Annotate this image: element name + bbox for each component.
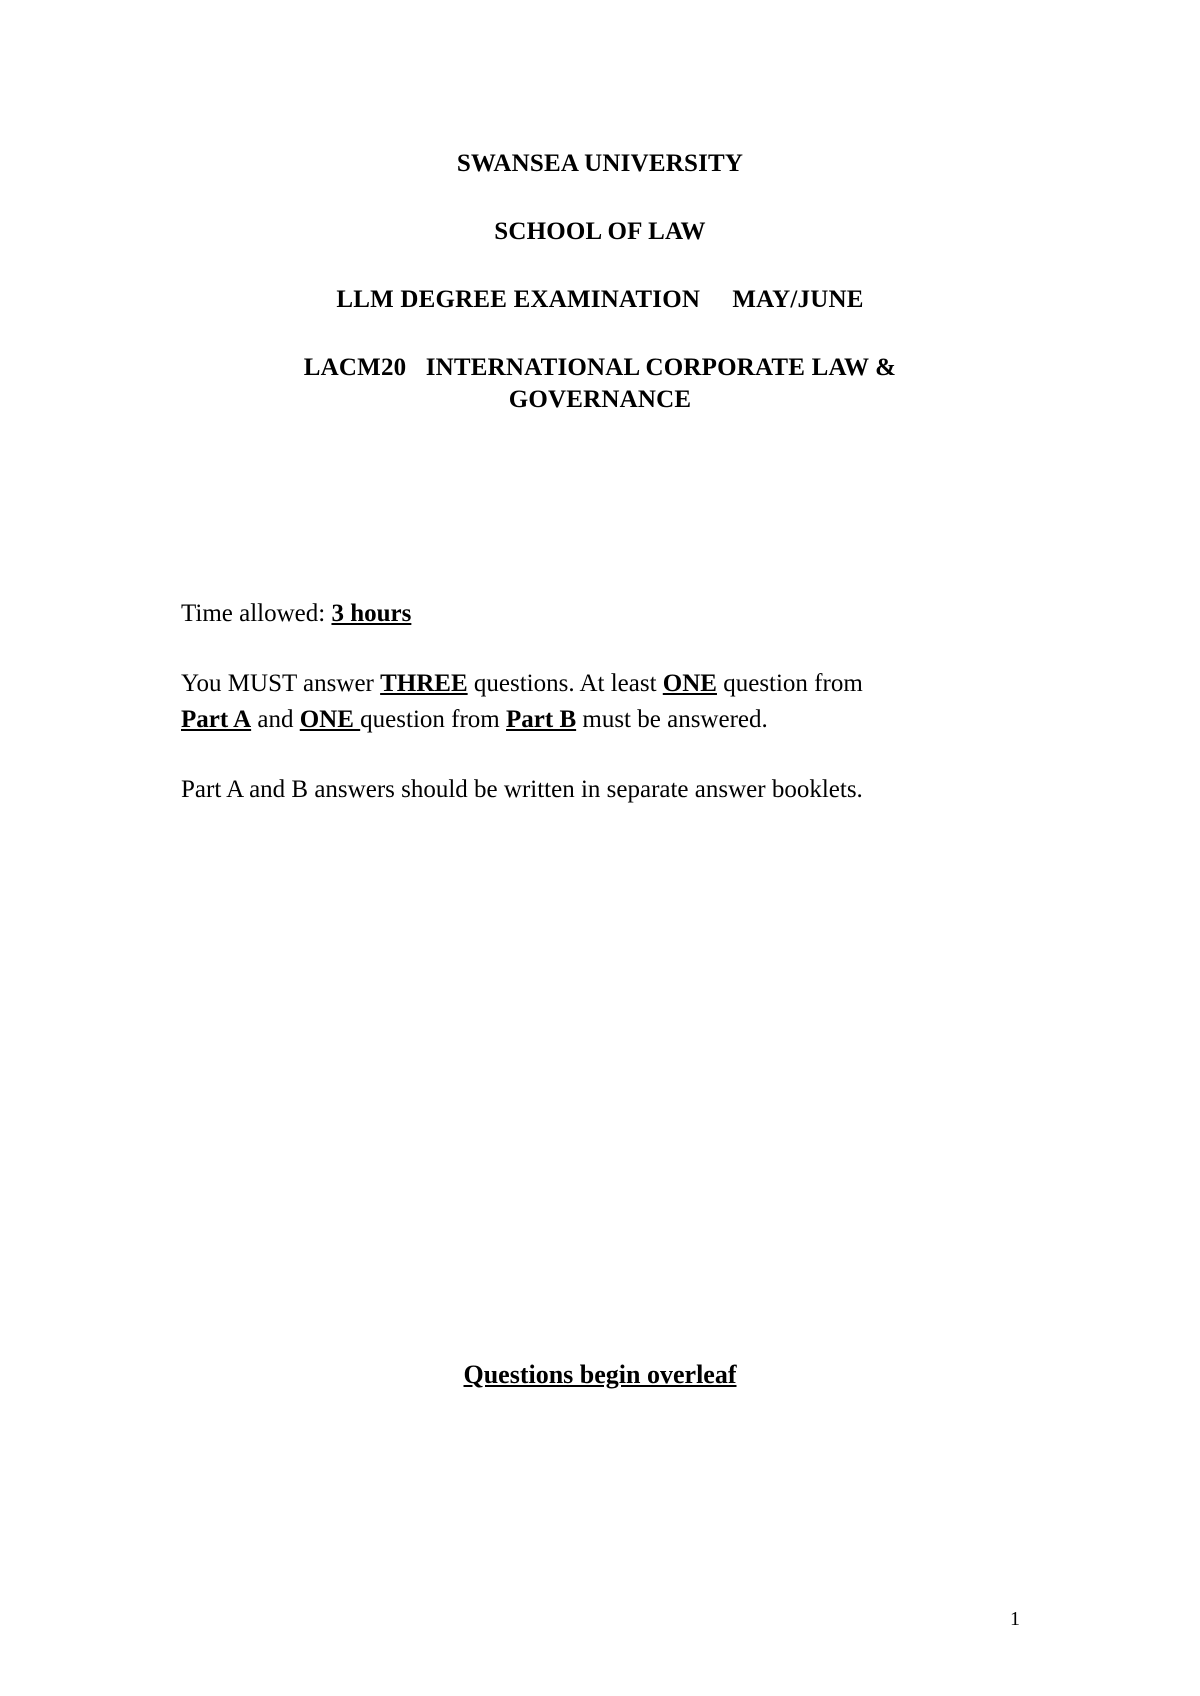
- answer-three: THREE: [380, 670, 468, 697]
- answer-text-2: questions. At least: [467, 670, 663, 697]
- time-allowed: [181, 596, 1026, 632]
- part-b-label: Part B: [506, 706, 577, 733]
- module-title-line1: LACM20 INTERNATIONAL CORPORATE LAW &: [303, 354, 897, 381]
- part-a-label: Part A: [181, 706, 252, 733]
- answer-text-4: and: [251, 706, 300, 733]
- booklets-instruction: Part A and B answers should be written in separate answer booklets.: [181, 776, 863, 803]
- time-allowed-label: Time allowed:: [181, 600, 332, 627]
- answer-text-3: question from: [716, 670, 870, 697]
- exam-title: LLM DEGREE EXAMINATION MAY/JUNE: [336, 286, 864, 313]
- time-allowed-value: 3 hours: [331, 600, 412, 627]
- questions-overleaf-note: Questions begin overleaf: [463, 1360, 737, 1389]
- page-number: 1: [1010, 1608, 1020, 1630]
- answer-one-second: ONE: [299, 706, 361, 733]
- answer-text-5: question from: [360, 706, 506, 733]
- answer-instructions: [181, 666, 1026, 738]
- school-title: SCHOOL OF LAW: [494, 218, 706, 245]
- answer-text-6: must be answered.: [576, 706, 768, 733]
- module-title-line2: GOVERNANCE: [508, 386, 692, 413]
- module-title: [0, 352, 1200, 416]
- answer-one-first: ONE: [662, 670, 717, 697]
- university-title: SWANSEA UNIVERSITY: [456, 150, 744, 177]
- answer-text-1: You MUST answer: [181, 670, 381, 697]
